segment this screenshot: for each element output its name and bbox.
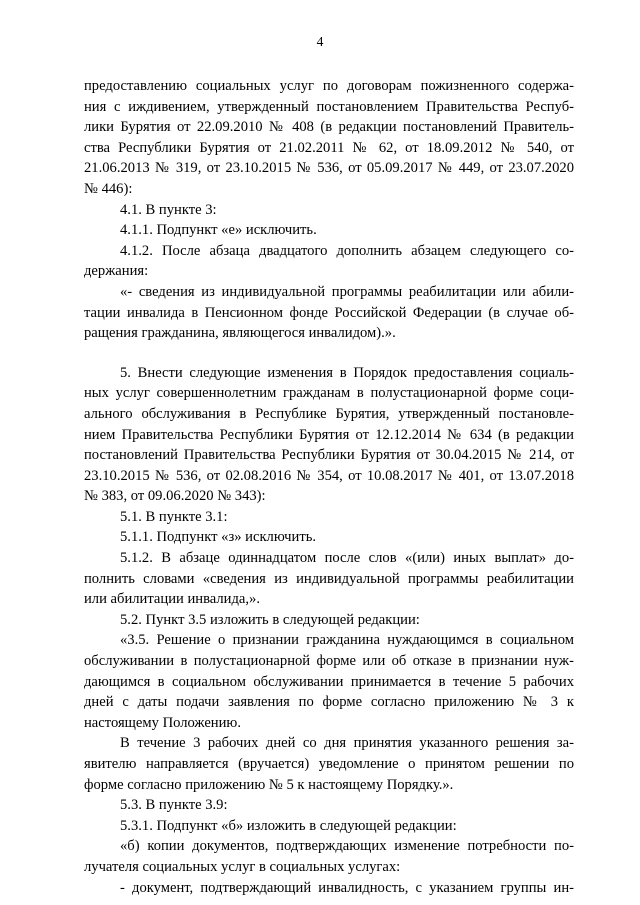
text-line: держания: (84, 263, 149, 280)
text-line: 5.1. В пункте 3.1: (120, 508, 228, 525)
text-line: форме согласно приложению № 5 к настоящему Порядку.». (84, 776, 454, 793)
paragraph-item-5 (84, 363, 574, 507)
paragraph-5-1 (84, 507, 574, 528)
text-line: ального обслуживания в Республике Бурятия, утвержденный постановле- (84, 405, 574, 422)
text-line: лики Бурятия от 22.09.2010 № 408 (в редакции постановлений Правитель- (84, 119, 574, 136)
text-line: 5.1.1. Подпункт «з» исключить. (120, 529, 317, 546)
text-line: ства Республики Бурятия от 21.02.2011 № 62, от 18.09.2012 № 540, от (84, 139, 574, 156)
text-line: № 383, от 09.06.2020 № 343): (84, 488, 266, 505)
paragraph-3-5-notice (84, 733, 574, 795)
paragraph-5-1-1 (84, 527, 574, 548)
text-line: В течение 3 рабочих дней со дня принятия указанного решения за- (120, 735, 574, 752)
text-line: настоящему Положению. (84, 714, 241, 731)
paragraph-spacer (84, 344, 574, 363)
text-line: «3.5. Решение о признании гражданина нуждающимся в социальном (120, 632, 574, 649)
paragraph-5-3 (84, 795, 574, 816)
text-line: полнить словами «сведения из индивидуальной программы реабилитации (84, 570, 574, 587)
text-line: 21.06.2013 № 319, от 23.10.2015 № 536, от 05.09.2017 № 449, от 23.07.2020 (84, 160, 574, 177)
paragraph-disability-document (84, 878, 574, 899)
text-line: обслуживании в полустационарной форме или об отказе в признании нуж- (84, 653, 574, 670)
text-line: лучателя социальных услуг в социальных услугах: (84, 858, 401, 875)
paragraph-item-4-intro (84, 76, 574, 200)
text-line: 5.2. Пункт 3.5 изложить в следующей редакции: (120, 611, 420, 628)
text-line: 4.1.1. Подпункт «е» исключить. (120, 222, 317, 239)
paragraph-3-5-quote (84, 630, 574, 733)
document-body (84, 76, 574, 898)
text-line: постановлений Правительства Республики Бурятия от 30.04.2015 № 214, от (84, 447, 574, 464)
text-line: № 446): (84, 180, 133, 197)
text-line: нием Правительства Республики Бурятия от 12.12.2014 № 634 (в редакции (84, 426, 574, 443)
text-line: 23.10.2015 № 536, от 02.08.2016 № 354, от 10.08.2017 № 401, от 13.07.2018 (84, 467, 574, 484)
text-line: дающимся в социальном обслуживании принимается в течение 5 рабочих (84, 673, 574, 690)
paragraph-5-1-2 (84, 548, 574, 610)
text-line: 5.1.2. В абзаце одиннадцатом после слов «(или) иных выплат» до- (120, 550, 574, 567)
text-line: «б) копии документов, подтверждающих изменение потребности по- (120, 838, 574, 855)
text-line: предоставлению социальных услуг по договорам пожизненного содержа- (84, 78, 574, 94)
text-line: ных услуг совершеннолетним гражданам в полустационарной форме соци- (84, 385, 574, 402)
paragraph-5-2 (84, 610, 574, 631)
text-line: 5. Внести следующие изменения в Порядок предоставления социаль- (120, 364, 574, 381)
paragraph-4-1 (84, 200, 574, 221)
text-line: «- сведения из индивидуальной программы реабилитации или абили- (120, 283, 574, 300)
paragraph-5-3-1 (84, 816, 574, 837)
text-line: 4.1.2. После абзаца двадцатого дополнить абзацем следующего со- (120, 242, 574, 259)
paragraph-4-1-1 (84, 220, 574, 241)
text-line: - документ, подтверждающий инвалидность, с указанием группы ин- (120, 879, 574, 896)
text-line: явителю направляется (вручается) уведомление о принятом решении по (84, 756, 574, 772)
text-line: ращения гражданина, являющегося инвалидом).». (84, 325, 396, 342)
page-number: 4 (316, 34, 324, 49)
text-line: дней с даты подачи заявления по форме согласно приложению № 3 к (84, 694, 574, 711)
text-line: 5.3. В пункте 3.9: (120, 797, 228, 814)
text-line: ния с иждивением, утвержденный постановлением Правительства Респуб- (84, 98, 574, 115)
paragraph-subitem-b-quote (84, 836, 574, 877)
paragraph-4-1-2-quote (84, 282, 574, 344)
text-line: или абилитации инвалида,». (84, 591, 260, 608)
text-line: 4.1. В пункте 3: (120, 201, 217, 218)
paragraph-4-1-2 (84, 241, 574, 282)
text-line: тации инвалида в Пенсионном фонде Российской Федерации (в случае об- (84, 304, 574, 321)
text-line: 5.3.1. Подпункт «б» изложить в следующей редакции: (120, 817, 457, 834)
